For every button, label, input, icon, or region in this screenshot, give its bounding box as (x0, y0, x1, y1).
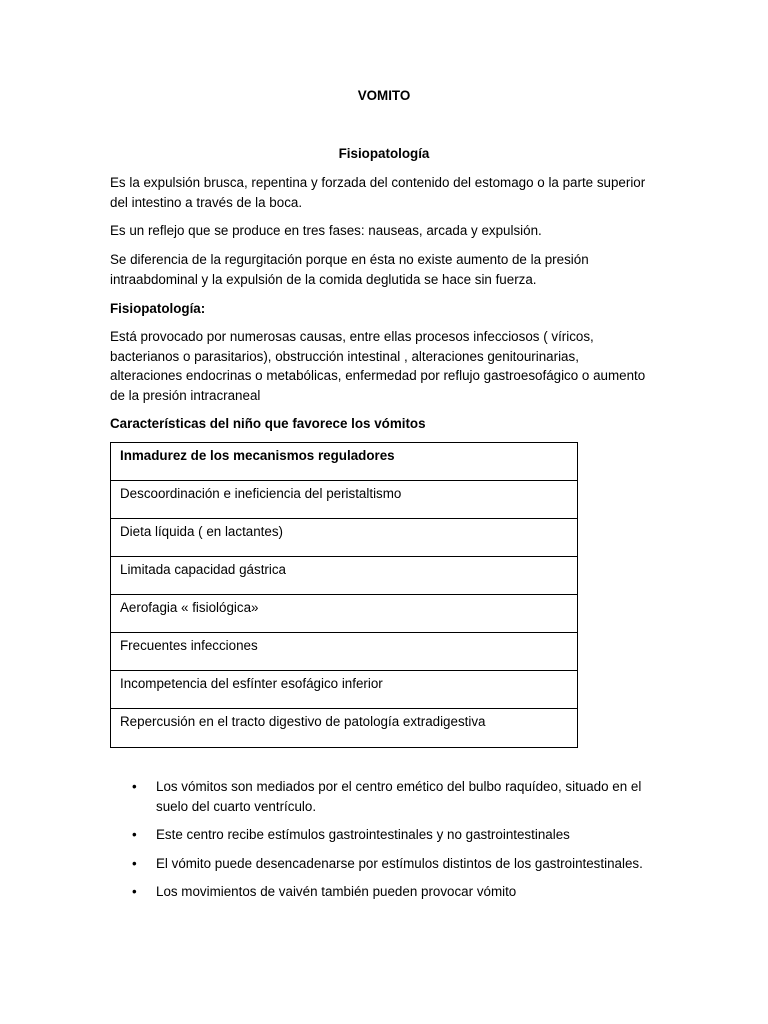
table-row: Dieta líquida ( en lactantes) (111, 519, 577, 557)
paragraph-causes: Está provocado por numerosas causas, entre ellas procesos infecciosos ( víricos, bacterianos o parasitarios), obstrucción intestinal , alteraciones genitourinarias, alteraciones endocrinas o metabólicas, enfermedad por reflujo gastroesofágico o aumento de la presión intracraneal (110, 329, 646, 403)
table-row: Frecuentes infecciones (111, 633, 577, 671)
bullet-icon: • (132, 855, 137, 871)
bullet-icon: • (132, 884, 137, 899)
list-item-text: Los vómitos son mediados por el centro emético del bulbo raquídeo, situado en el suelo del cuarto ventrículo. (156, 779, 642, 814)
table-row: Limitada capacidad gástrica (111, 557, 577, 595)
document-subtitle: Fisiopatología (338, 146, 430, 161)
paragraph-definition: Es la expulsión brusca, repentina y forzada del contenido del estomago o la parte superior del intestino a través de la boca. (110, 175, 646, 210)
list-item (130, 854, 670, 874)
paragraph-phases: Es un reflejo que se produce en tres fases: nauseas, arcada y expulsión. (110, 223, 542, 238)
table-heading: Características del niño que favorece los vómitos (110, 416, 426, 431)
bullet-icon: • (132, 827, 137, 842)
characteristics-table (110, 442, 578, 748)
list-item (130, 777, 670, 816)
list-item-text: El vómito puede desencadenarse por estímulos distintos de los gastrointestinales. (156, 855, 643, 871)
table-row: Inmadurez de los mecanismos reguladores (111, 443, 577, 481)
table-row: Aerofagia « fisiológica» (111, 595, 577, 633)
list-item-text: Los movimientos de vaivén también pueden provocar vómito (156, 884, 517, 899)
table-row: Incompetencia del esfínter esofágico inferior (111, 671, 577, 709)
document-title: VOMITO (357, 88, 411, 103)
bullet-icon: • (132, 779, 137, 794)
list-item (130, 882, 670, 902)
paragraph-difference: Se diferencia de la regurgitación porque en ésta no existe aumento de la presión intraabdominal y la expulsión de la comida deglutida se hace sin fuerza. (110, 252, 589, 287)
section-heading: Fisiopatología: (110, 301, 206, 316)
table-row: Repercusión en el tracto digestivo de patología extradigestiva (120, 714, 486, 729)
bullet-list (130, 777, 670, 911)
list-item-text: Este centro recibe estímulos gastrointestinales y no gastrointestinales (156, 827, 570, 842)
list-item (130, 825, 670, 845)
table-row: Descoordinación e ineficiencia del peristaltismo (111, 481, 577, 519)
